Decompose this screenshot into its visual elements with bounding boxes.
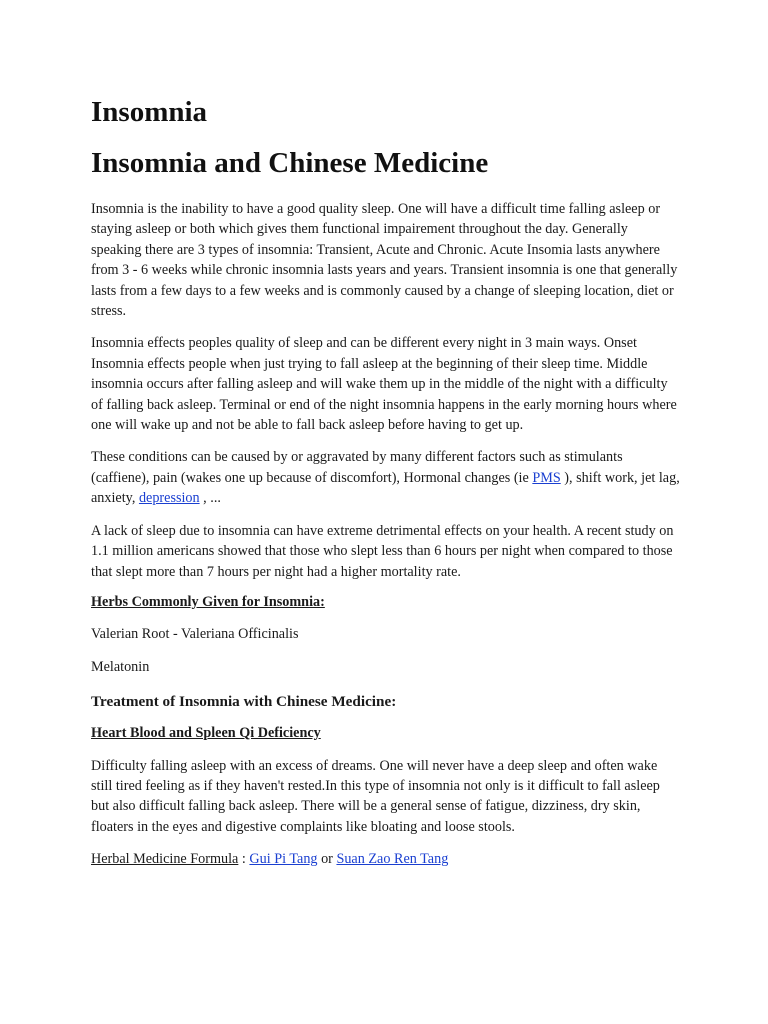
herb-item-melatonin: Melatonin: [91, 658, 150, 675]
page-title: Insomnia: [91, 96, 208, 128]
health-paragraph: A lack of sleep due to insomnia can have extreme detrimental effects on your health. A recent study on 1.1 million americans showed that those who slept less than 6 hours per night when compared to those that slept more than 7 hours per night had a higher mortality rate.: [91, 522, 674, 580]
gui-pi-tang-link[interactable]: Gui Pi Tang: [249, 851, 318, 868]
intro-paragraph: Insomnia is the inability to have a good quality sleep. One will have a difficult time falling asleep or staying asleep or both which gives them functional impairement throughout the day. Generally speaking there are 3 types of insomnia: Transient, Acute and Chronic. Acute Insomia lasts anywhere from 3 - 6 weeks while chronic insomnia lasts years and years. Transient insomnia is one that generally lasts from a few days to a few weeks and is commonly caused by a change of sleeping location, diet or stress.: [91, 201, 678, 320]
formula-label: Herbal Medicine Formula: [91, 851, 239, 868]
document-page: [91, 92, 681, 870]
page-subtitle: Insomnia and Chinese Medicine: [91, 147, 489, 179]
deficiency-paragraph: Difficulty falling asleep with an excess of dreams. One will never have a deep sleep and often wake still tired feeling as if they haven't rested.In this type of insomnia not only is it difficult to fall asleep but also difficult falling back asleep. There will be a general sense of fatigue, dizziness, dry skin, floaters in the eyes and digestive complaints like bloating and loose stools.: [91, 757, 660, 835]
formula-or: or: [317, 851, 337, 868]
treatment-heading: Treatment of Insomnia with Chinese Medicine:: [91, 693, 397, 711]
causes-text-middle: ), shift work, jet lag, anxiety,: [91, 469, 680, 507]
pms-link[interactable]: PMS: [532, 469, 561, 486]
depression-link[interactable]: depression: [138, 490, 200, 507]
suan-zao-ren-tang-link[interactable]: Suan Zao Ren Tang: [336, 851, 449, 868]
causes-paragraph: [91, 447, 681, 508]
formula-separator: :: [238, 851, 250, 868]
effects-paragraph: Insomnia effects peoples quality of sleep and can be different every night in 3 main ways. Onset Insomnia effects people when just trying to fall asleep at the beginning of their sleep time. Middle insomnia occurs after falling asleep and will wake them up in the middle of the night with a difficulty of falling back asleep. Terminal or end of the night insomnia happens in the early morning hours where one will wake up and not be able to fall back asleep before having to get up.: [91, 335, 677, 434]
herbs-heading: Herbs Commonly Given for Insomnia:: [91, 593, 325, 610]
formula-line: [91, 849, 681, 869]
deficiency-heading: Heart Blood and Spleen Qi Deficiency: [91, 725, 321, 742]
herb-item-valerian: Valerian Root - Valeriana Officinalis: [91, 626, 299, 643]
causes-text-after: , ...: [199, 490, 221, 507]
causes-text-before: These conditions can be caused by or aggravated by many different factors such as stimulants (caffiene), pain (wakes one up because of discomfort), Hormonal changes (ie: [91, 449, 623, 486]
